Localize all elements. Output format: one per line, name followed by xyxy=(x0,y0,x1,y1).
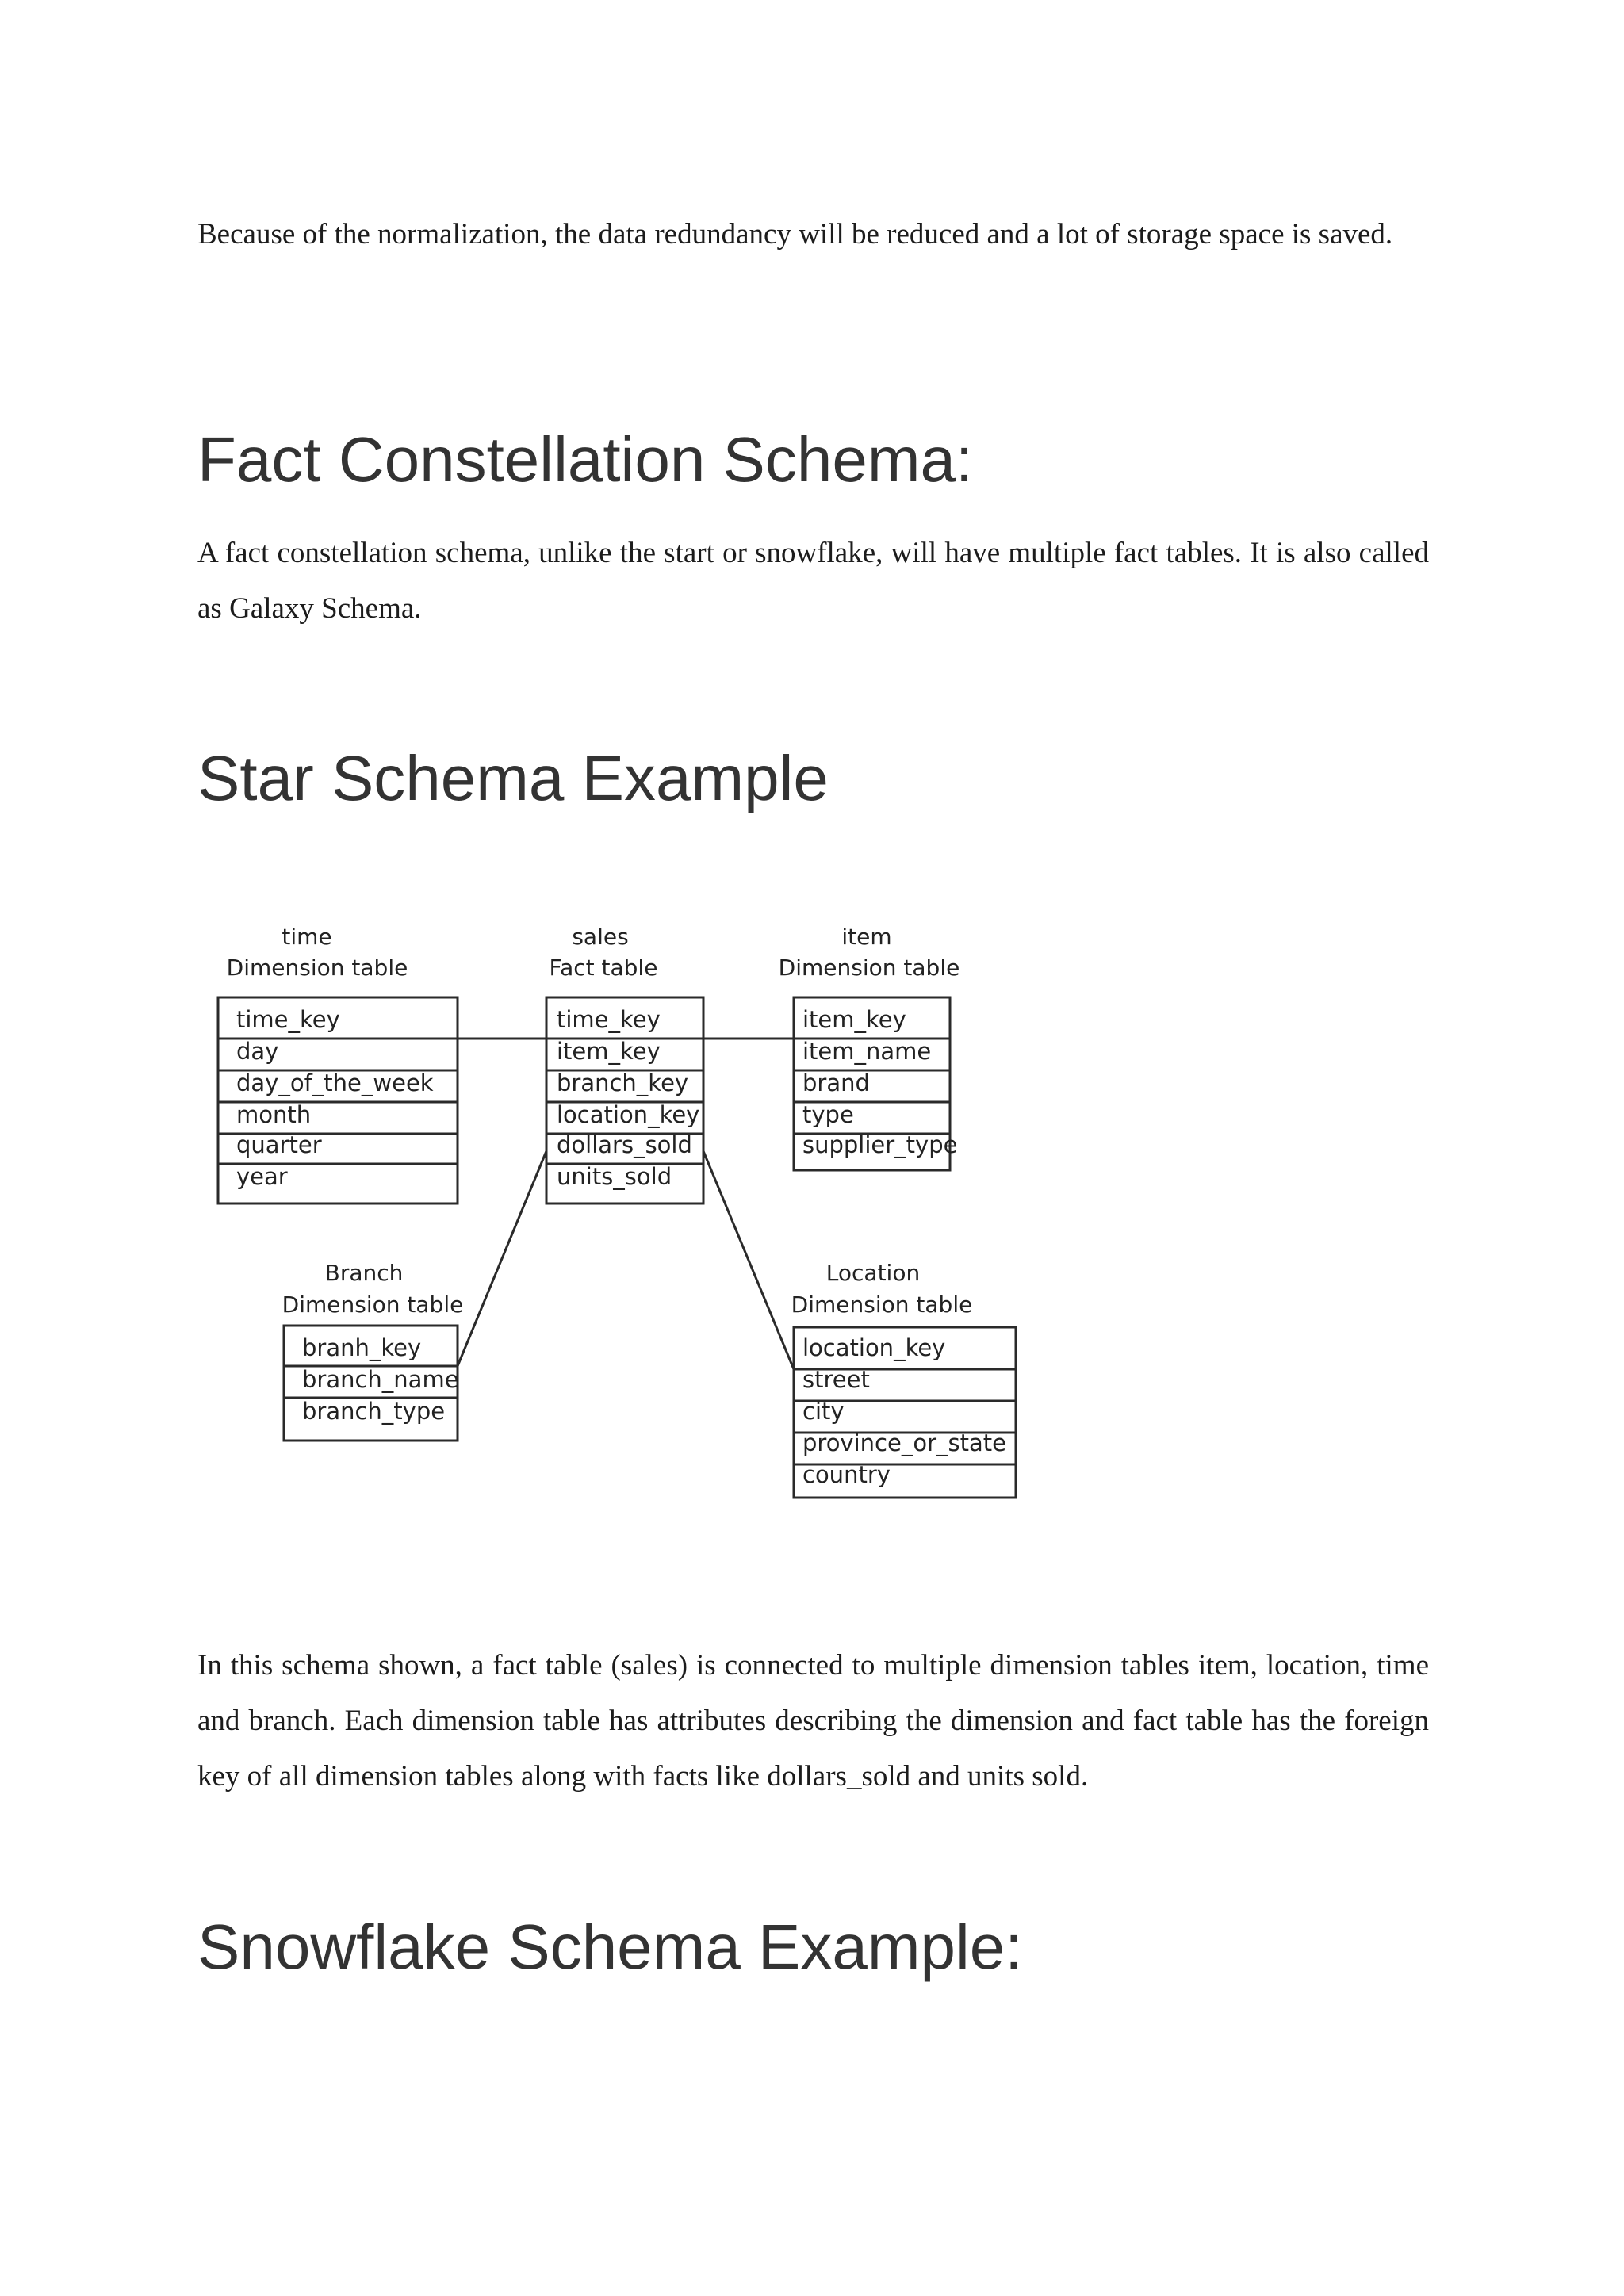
sales-field: dollars_sold xyxy=(557,1131,692,1158)
paragraph-constellation: A fact constellation schema, unlike the start or snowflake, will have multiple fact tables. It is also called as Galaxy Schema. xyxy=(197,537,1429,625)
branch-table-kind: Dimension table xyxy=(282,1292,464,1318)
time-field: time_key xyxy=(236,1006,340,1033)
paragraph-normalization: Because of the normalization, the data redundancy will be reduced and a lot of storage space is saved. xyxy=(197,218,1393,251)
item-field: supplier_type xyxy=(802,1131,958,1158)
location-field: country xyxy=(802,1461,891,1488)
location-table-kind: Dimension table xyxy=(791,1292,973,1318)
time-field: day_of_the_week xyxy=(236,1070,434,1096)
sales-field: item_key xyxy=(557,1038,661,1065)
paragraph-star-explanation: In this schema shown, a fact table (sales) is connected to multiple dimension tables item, location, time and branch. Each dimension table has attributes describing the dimension and fact table has the foreign key of all dimension tables along with facts like dollars_sold and units sold. xyxy=(197,1649,1429,1793)
time-field: year xyxy=(236,1163,288,1190)
location-field: street xyxy=(802,1366,870,1393)
item-field: type xyxy=(802,1101,854,1128)
item-field: item_key xyxy=(802,1006,906,1033)
branch-field: branh_key xyxy=(302,1334,422,1361)
heading-snowflake-schema: Snowflake Schema Example: xyxy=(197,1911,1023,1982)
time-table-kind: Dimension table xyxy=(226,955,408,981)
time-table-name: time xyxy=(282,924,332,950)
branch-field: branch_name xyxy=(302,1366,459,1393)
sales-field: branch_key xyxy=(557,1070,689,1096)
connector-sales-location xyxy=(703,1151,794,1369)
connector-sales-branch xyxy=(458,1151,546,1366)
item-table-name: item xyxy=(841,924,892,950)
sales-field: location_key xyxy=(557,1101,700,1128)
time-field: day xyxy=(236,1038,279,1065)
time-field: quarter xyxy=(236,1131,322,1158)
location-field: province_or_state xyxy=(802,1429,1006,1456)
sales-field: time_key xyxy=(557,1006,661,1033)
sales-field: units_sold xyxy=(557,1163,672,1190)
heading-fact-constellation: Fact Constellation Schema: xyxy=(197,424,974,495)
branch-table-name: Branch xyxy=(324,1260,404,1286)
sales-table-kind: Fact table xyxy=(549,955,658,981)
location-field: city xyxy=(802,1398,845,1425)
item-field: item_name xyxy=(802,1038,932,1065)
branch-field: branch_type xyxy=(302,1398,446,1425)
location-field: location_key xyxy=(802,1334,946,1361)
location-table-name: Location xyxy=(825,1260,921,1286)
time-field: month xyxy=(236,1101,312,1128)
item-table-kind: Dimension table xyxy=(778,955,960,981)
item-field: brand xyxy=(802,1070,870,1096)
sales-table-name: sales xyxy=(572,924,629,950)
heading-star-schema: Star Schema Example xyxy=(197,743,829,813)
